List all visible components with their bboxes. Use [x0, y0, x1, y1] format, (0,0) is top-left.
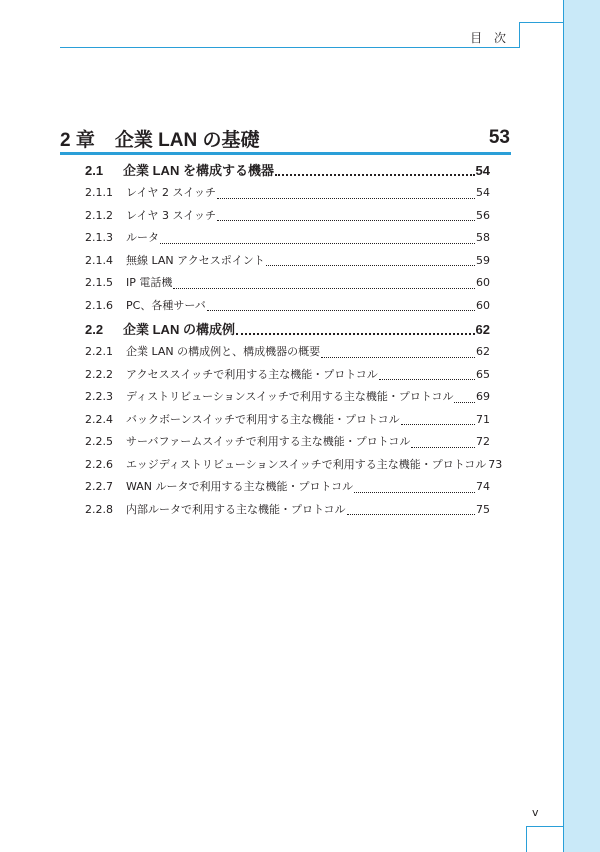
toc-entry-title: 内部ルータで利用する主な機能・プロトコル	[126, 502, 346, 516]
toc-leader-dots	[411, 447, 475, 448]
toc-leader-dots	[275, 174, 475, 176]
toc-entry-page: 72	[476, 435, 490, 448]
toc-entry-number: 2.2.6	[85, 457, 113, 471]
chapter-label	[60, 125, 259, 152]
side-tab	[563, 0, 600, 852]
toc-entry-number: 2.2.5	[85, 435, 113, 448]
toc-subsection-entry[interactable]	[85, 207, 490, 230]
toc-section-entry[interactable]	[85, 319, 490, 343]
toc-subsection-entry[interactable]	[85, 501, 490, 524]
toc-entry-page: 62	[476, 345, 490, 358]
toc-subsection-entry[interactable]	[85, 388, 490, 411]
toc-entry-page: 71	[476, 412, 490, 426]
toc-leader-dots	[266, 265, 475, 266]
toc-entry-page: 58	[476, 231, 490, 244]
toc-entry-page: 59	[476, 253, 490, 267]
toc-subsection-entry[interactable]	[85, 229, 490, 252]
chapter-page: 53	[488, 127, 510, 148]
toc-subsection-entry[interactable]	[85, 274, 490, 297]
toc-entry-title: IP 電話機	[126, 276, 173, 289]
toc-entry-title: 無線 LAN アクセスポイント	[126, 253, 265, 267]
toc-entry-number: 2.2.4	[85, 412, 113, 426]
toc-entry-title: ルータ	[126, 231, 159, 244]
toc-entry-title: 企業 LAN を構成する機器	[123, 163, 274, 178]
toc-entry-title: バックボーンスイッチで利用する主な機能・プロトコル	[126, 412, 400, 426]
toc-entry-number: 2.2	[85, 322, 104, 337]
toc-entry-title: サーバファームスイッチで利用する主な機能・プロトコル	[126, 435, 411, 448]
toc-entry-number: 2.1.1	[85, 186, 113, 199]
toc-subsection-entry[interactable]	[85, 366, 490, 389]
toc-entry-page: 73	[488, 457, 503, 471]
toc-entry-page: 60	[476, 276, 490, 289]
toc-section-entry[interactable]	[85, 160, 490, 184]
toc-leader-dots	[173, 288, 475, 289]
toc-entry-title: WAN ルータで利用する主な機能・プロトコル	[126, 480, 354, 493]
toc-entry-number: 2.2.3	[85, 390, 113, 403]
toc-leader-dots	[454, 402, 475, 403]
toc-subsection-entry[interactable]	[85, 433, 490, 456]
toc-subsection-entry[interactable]	[85, 478, 490, 501]
toc-subsection-entry[interactable]	[85, 252, 490, 275]
toc-entry-number: 2.1.6	[85, 298, 113, 312]
chapter-rule	[60, 152, 511, 155]
toc-entry-title: 企業 LAN の構成例と、構成機器の概要	[126, 345, 321, 358]
toc-leader-dots	[207, 310, 475, 311]
toc-subsection-entry[interactable]	[85, 411, 490, 434]
toc-entry-title: PC、各種サーバ	[126, 298, 206, 312]
chapter-number: 2 章	[60, 129, 95, 151]
toc-subsection-entry[interactable]	[85, 456, 503, 479]
toc-entry-number: 2.2.7	[85, 480, 113, 493]
header-rule	[60, 47, 520, 48]
toc-entry-page: 65	[476, 367, 490, 381]
toc-leader-dots	[217, 220, 475, 221]
toc-subsection-entry[interactable]	[85, 184, 490, 207]
toc-subsection-entry[interactable]	[85, 343, 490, 366]
toc-entry-number: 2.1.2	[85, 208, 113, 222]
toc-entry-title: ディストリビューションスイッチで利用する主な機能・プロトコル	[126, 390, 454, 403]
toc-entry-page: 69	[476, 390, 490, 403]
toc-entry-page: 54	[475, 163, 490, 178]
toc-entry-page: 74	[476, 480, 490, 493]
toc-leader-dots	[236, 333, 475, 335]
toc-entry-page: 75	[476, 502, 490, 516]
folio-rule	[526, 826, 563, 827]
toc-entry-number: 2.2.2	[85, 367, 113, 381]
toc-entry-page: 54	[476, 186, 490, 199]
toc-entry-title: レイヤ 2 スイッチ	[126, 186, 217, 199]
chapter-heading[interactable]	[60, 124, 510, 152]
toc-entry-number: 2.1	[85, 163, 104, 178]
toc-entry-title: 企業 LAN の構成例	[123, 322, 235, 337]
chapter-title: 企業 LAN の基礎	[114, 129, 260, 151]
toc-entry-title: レイヤ 3 スイッチ	[126, 208, 217, 222]
toc-entry-number: 2.1.3	[85, 231, 113, 244]
toc-entry-page: 60	[476, 298, 490, 312]
toc-entry-title: エッジディストリビューションスイッチで利用する主な機能・プロトコル	[126, 457, 487, 471]
toc-entry-number: 2.2.8	[85, 502, 113, 516]
toc-leader-dots	[347, 514, 475, 515]
toc-entry-number: 2.2.1	[85, 345, 113, 358]
toc-entry-number: 2.1.5	[85, 276, 113, 289]
toc-entry-title: アクセススイッチで利用する主な機能・プロトコル	[126, 367, 378, 381]
toc-leader-dots	[379, 379, 475, 380]
toc-subsection-entry[interactable]	[85, 297, 490, 320]
toc-entry-page: 62	[475, 322, 490, 337]
folio-vertical-rule	[526, 826, 527, 852]
toc-leader-dots	[401, 424, 475, 425]
toc-list	[85, 160, 503, 523]
toc-leader-dots	[321, 357, 475, 358]
toc-leader-dots	[354, 492, 475, 493]
header-top-rule	[519, 22, 563, 23]
toc-leader-dots	[160, 243, 475, 244]
toc-entry-page: 56	[476, 208, 490, 222]
header-vertical-rule	[519, 22, 520, 48]
running-header: 目 次	[470, 31, 510, 45]
toc-entry-number: 2.1.4	[85, 253, 113, 267]
page-number: v	[532, 806, 539, 819]
toc-leader-dots	[217, 198, 475, 199]
